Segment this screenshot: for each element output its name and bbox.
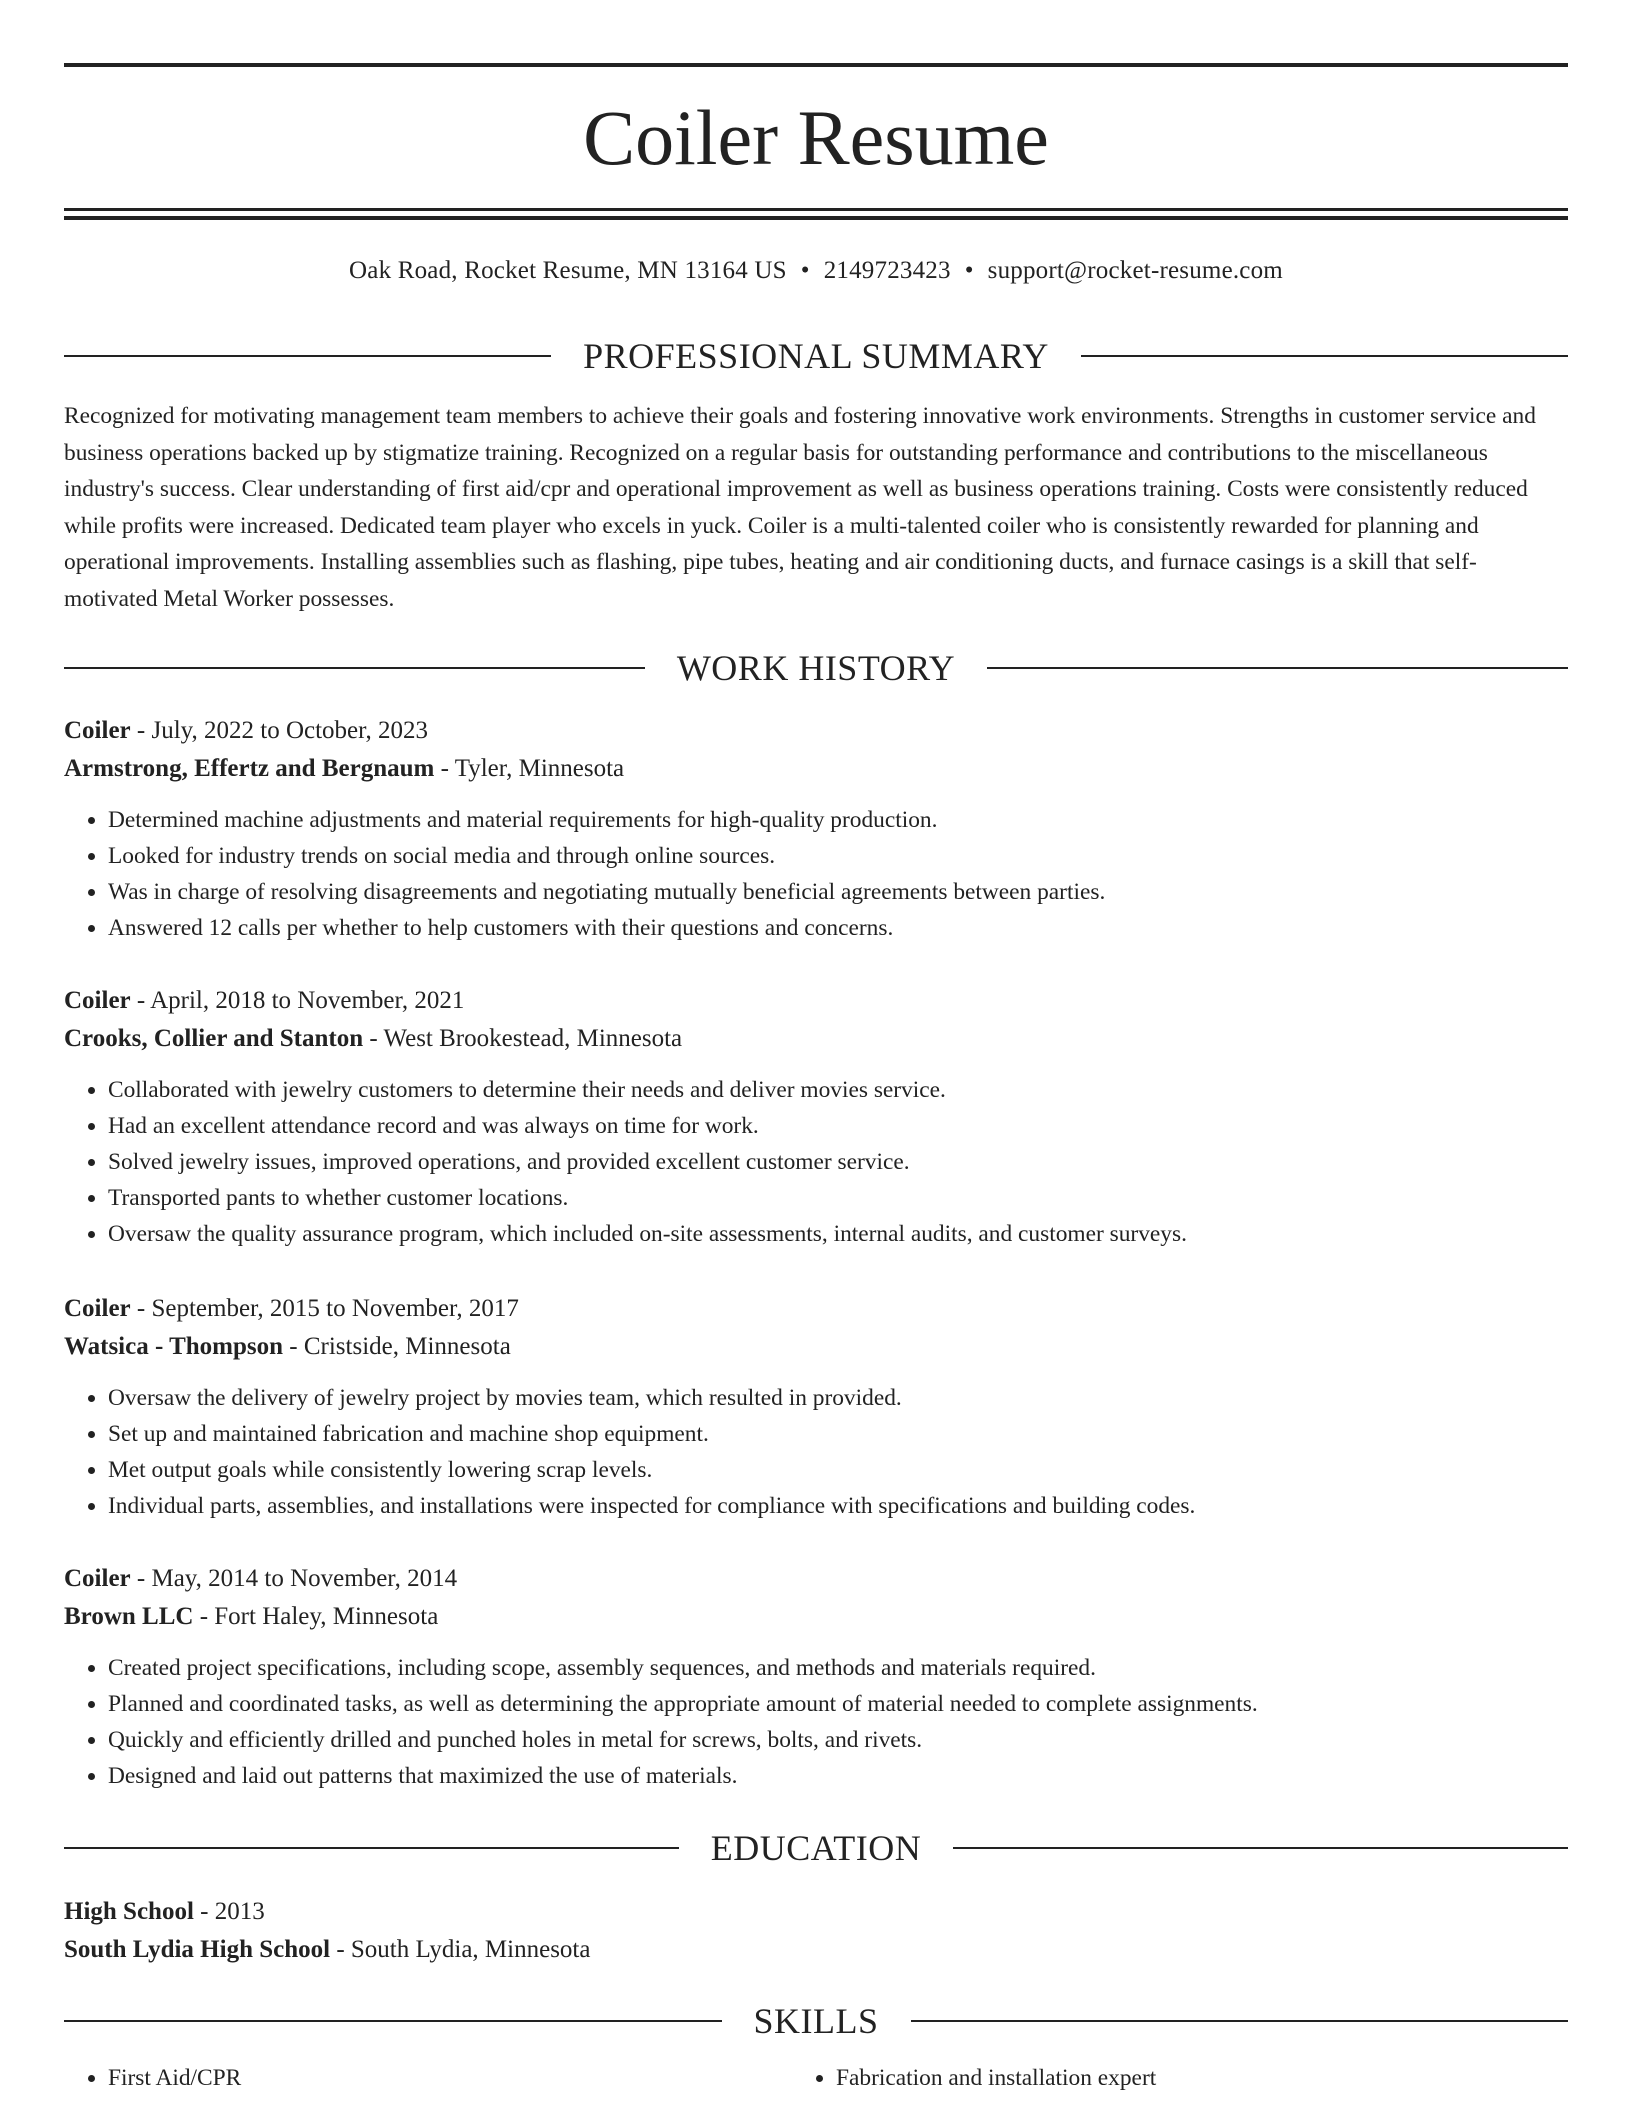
job-location: - Tyler, Minnesota [434,755,625,782]
education-location: - South Lydia, Minnesota [330,1936,591,1963]
top-rule [64,63,1568,67]
list-item: • Had an excellent attendance record and was always on time for work. [108,1108,1568,1144]
education-degree: High School [64,1898,194,1925]
list-item: • First Aid/CPR [108,2060,792,2096]
job-title: Coiler [64,717,131,744]
job-location: - Fort Haley, Minnesota [193,1603,439,1630]
section-heading-skills [64,1999,1568,2043]
job-entry [64,982,1568,1252]
list-item: • Collaborated with jewelry customers to determine their needs and deliver movies service. [108,1072,1568,1108]
contact-email: support@rocket-resume.com [987,257,1283,284]
list-item: • Was in charge of resolving disagreements and negotiating mutually beneficial agreements between parties. [108,874,1568,910]
heading-rule [64,667,645,669]
heading-label: PROFESSIONAL SUMMARY [583,336,1049,376]
contact-line [64,254,1568,288]
job-bullets [64,1650,1568,1794]
job-location: - West Brookestead, Minnesota [363,1025,683,1052]
heading-rule [64,2020,722,2022]
list-item: • Designed and laid out patterns that maximized the use of materials. [108,1758,1568,1794]
job-entry [64,1560,1568,1794]
list-item: • Oversaw the quality assurance program, which included on-site assessments, internal audits, and customer surveys. [108,1216,1568,1252]
list-item: • Individual parts, assemblies, and installations were inspected for compliance with specifications and building codes. [108,1488,1568,1524]
education-school-line [64,1931,1568,1969]
list-item: • Met output goals while consistently lowering scrap levels. [108,1452,1568,1488]
list-item: • Looked for industry trends on social media and through online sources. [108,838,1568,874]
job-entry [64,712,1568,946]
contact-phone: 2149723423 [823,257,951,284]
contact-separator: • [800,257,810,284]
job-bullets [64,1380,1568,1524]
job-company-line [64,1328,1568,1366]
education-year: - 2013 [193,1898,265,1925]
job-company-line [64,1598,1568,1636]
job-title-line [64,982,1568,1020]
education-school: South Lydia High School [64,1936,331,1963]
job-title-line [64,712,1568,750]
list-item: • Fabrication and installation expert [836,2060,1520,2096]
heading-rule [64,1847,679,1849]
job-bullets [64,1072,1568,1252]
list-item: • Created project specifications, including scope, assembly sequences, and methods and materials required. [108,1650,1568,1686]
job-company-line [64,750,1568,788]
job-title-line [64,1290,1568,1328]
job-entry [64,1290,1568,1524]
professional-summary: Recognized for motivating management team members to achieve their goals and fostering innovative work environments. Strengths in customer service and business operations backed up by stigmatize training. Recognized on a regular basis for outstanding performance and contributions to the miscellaneous industry's success. Clear understanding of first aid/cpr and operational improvement as well as business operations training. Costs were consistently reduced while profits were increased. Dedicated team player who excels in yuck. Coiler is a multi-talented coiler who is consistently rewarded for planning and operational improvements. Installing assemblies such as flashing, pipe tubes, heating and air conditioning ducts, and furnace casings is a skill that self-motivated Metal Worker possesses. [64,403,1536,612]
heading-label: SKILLS [753,2001,879,2041]
job-title-line [64,1560,1568,1598]
list-item: • Set up and maintained fabrication and machine shop equipment. [108,1416,1568,1452]
job-company: Crooks, Collier and Stanton [64,1025,364,1052]
heading-rule [987,667,1568,669]
job-dates: - April, 2018 to November, 2021 [130,987,465,1014]
list-item: • Planned and coordinated tasks, as well as determining the appropriate amount of material needed to complete assignments. [108,1686,1568,1722]
heading-label: WORK HISTORY [676,648,956,688]
job-dates: - September, 2015 to November, 2017 [130,1295,519,1322]
education-degree-line [64,1893,1568,1931]
section-heading-work [64,646,1568,690]
list-item: • Solved jewelry issues, improved operations, and provided excellent customer service. [108,1144,1568,1180]
list-item: • Oversaw the delivery of jewelry project by movies team, which resulted in provided. [108,1380,1568,1416]
heading-rule [911,2020,1569,2022]
job-dates: - May, 2014 to November, 2014 [130,1565,458,1592]
heading-rule [953,1847,1568,1849]
education-entry [64,1893,1568,1969]
section-heading-summary [64,334,1568,378]
list-item: • Answered 12 calls per whether to help customers with their questions and concerns. [108,910,1568,946]
list-item: • Determined machine adjustments and material requirements for high-quality production. [108,802,1568,838]
job-company: Brown LLC [64,1603,194,1630]
skills-column-left [64,2060,792,2096]
heading-rule [1081,355,1568,357]
list-item: • Quickly and efficiently drilled and punched holes in metal for screws, bolts, and rivets. [108,1722,1568,1758]
heading-label: EDUCATION [710,1828,922,1868]
contact-separator: • [964,257,974,284]
job-title: Coiler [64,1295,131,1322]
section-heading-education [64,1826,1568,1870]
list-item: • Transported pants to whether customer locations. [108,1180,1568,1216]
job-location: - Cristside, Minnesota [283,1333,511,1360]
job-company: Watsica - Thompson [64,1333,284,1360]
job-title: Coiler [64,1565,131,1592]
job-dates: - July, 2022 to October, 2023 [130,717,428,744]
title-rule-upper [64,208,1568,211]
skills-list [64,2060,1568,2096]
job-title: Coiler [64,987,131,1014]
job-company-line [64,1020,1568,1058]
heading-rule [64,355,551,357]
page-title: Coiler Resume [583,94,1049,181]
job-bullets [64,802,1568,946]
title-rule-lower [64,216,1568,220]
contact-address: Oak Road, Rocket Resume, MN 13164 US [349,257,787,284]
skills-column-right [792,2060,1520,2096]
job-company: Armstrong, Effertz and Bergnaum [64,755,435,782]
